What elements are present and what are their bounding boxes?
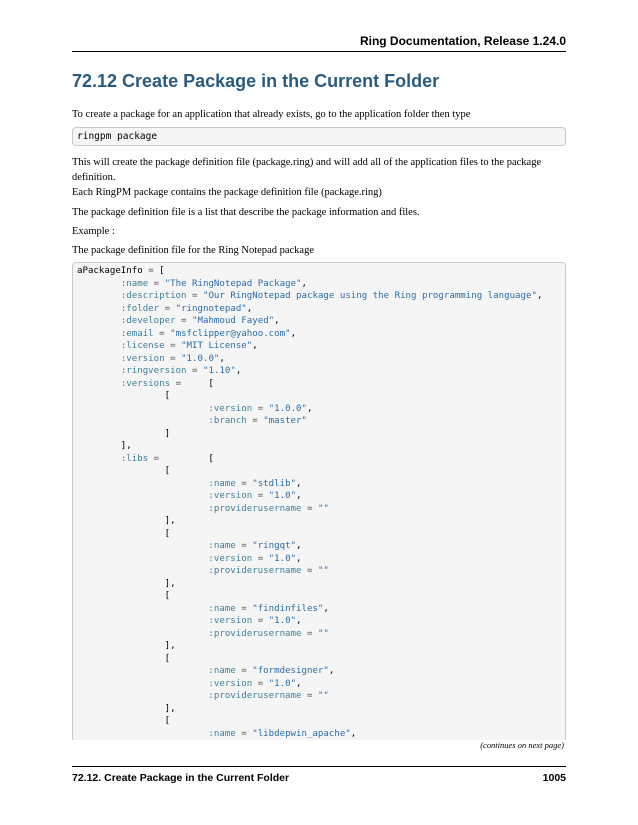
intro-paragraph: To create a package for an application that already exists, go to the application folder then type	[72, 109, 471, 120]
code-line: :providerusername = ""	[208, 628, 329, 639]
section-title: 72.12 Create Package in the Current Folder	[72, 71, 440, 91]
code-line: :ringversion = "1.10",	[120, 366, 242, 376]
code-line: :providerusername = ""	[208, 566, 329, 576]
code-line: :name = "stdlib",	[208, 478, 302, 489]
code-line: :developer = "Mahmoud Fayed",	[120, 316, 280, 326]
code-line: :branch = "master"	[208, 416, 307, 426]
code-line: aPackageInfo = [	[77, 266, 165, 276]
package-definition-code-block	[72, 262, 566, 740]
continues-note: (continues on next page)	[480, 740, 564, 750]
code-line: [	[77, 591, 171, 601]
definition-list-paragraph: The package definition file is a list that describe the package information and files.	[72, 207, 420, 218]
page-number: 1005	[542, 772, 566, 784]
command-text: ringpm package	[77, 131, 158, 142]
code-line: :version = "1.0",	[208, 553, 302, 564]
code-line: :name = "formdesigner",	[208, 666, 335, 676]
each-package-paragraph: Each RingPM package contains the package definition file (package.ring)	[72, 187, 382, 198]
code-line: :version = "1.0",	[208, 678, 302, 689]
code-line: :versions = [	[120, 378, 214, 389]
code-line: :name = "findinfiles",	[208, 603, 329, 614]
code-line: :name = "ringqt",	[208, 541, 302, 551]
code-line: :description = "Our RingNotepad package using the Ring programming language",	[120, 291, 543, 301]
code-line: :name = "libdepwin_apache",	[208, 728, 357, 739]
code-lines	[77, 265, 542, 740]
code-line: :version = "1.0.0",	[120, 353, 225, 364]
code-line: ],	[77, 703, 176, 714]
code-line: :providerusername = ""	[208, 503, 329, 514]
code-line: :version = "1.0",	[208, 491, 302, 501]
example-label: Example :	[72, 226, 115, 237]
running-header: Ring Documentation, Release 1.24.0	[359, 34, 566, 48]
command-code-block	[72, 127, 566, 146]
notepad-paragraph: The package definition file for the Ring Notepad package	[72, 245, 314, 256]
code-line: ],	[77, 441, 132, 451]
code-line: :providerusername = ""	[208, 691, 329, 701]
footer-section-title: 72.12. Create Package in the Current Folder	[72, 772, 290, 784]
code-line: ],	[77, 578, 176, 589]
header-divider	[72, 51, 566, 52]
code-line: [	[77, 391, 171, 401]
code-line: :version = "1.0",	[208, 616, 302, 626]
code-line: ],	[77, 516, 176, 526]
code-line: [	[77, 716, 171, 726]
code-line: :version = "1.0.0",	[208, 403, 313, 414]
code-line: ]	[77, 428, 171, 439]
will-create-paragraph: This will create the package definition file (package.ring) and will add all of the application files to the package definition.	[72, 157, 542, 183]
code-line: :email = "msfclipper@yahoo.com",	[120, 328, 297, 339]
code-line: :libs = [	[120, 453, 214, 464]
code-line: [	[77, 466, 171, 476]
code-line: ],	[77, 641, 176, 651]
code-line: :license = "MIT License",	[120, 341, 258, 351]
code-line: [	[77, 653, 171, 664]
code-line: :folder = "ringnotepad",	[120, 303, 253, 314]
code-line: [	[77, 528, 171, 539]
code-line: :name = "The RingNotepad Package",	[120, 278, 307, 289]
footer-divider	[72, 766, 566, 767]
